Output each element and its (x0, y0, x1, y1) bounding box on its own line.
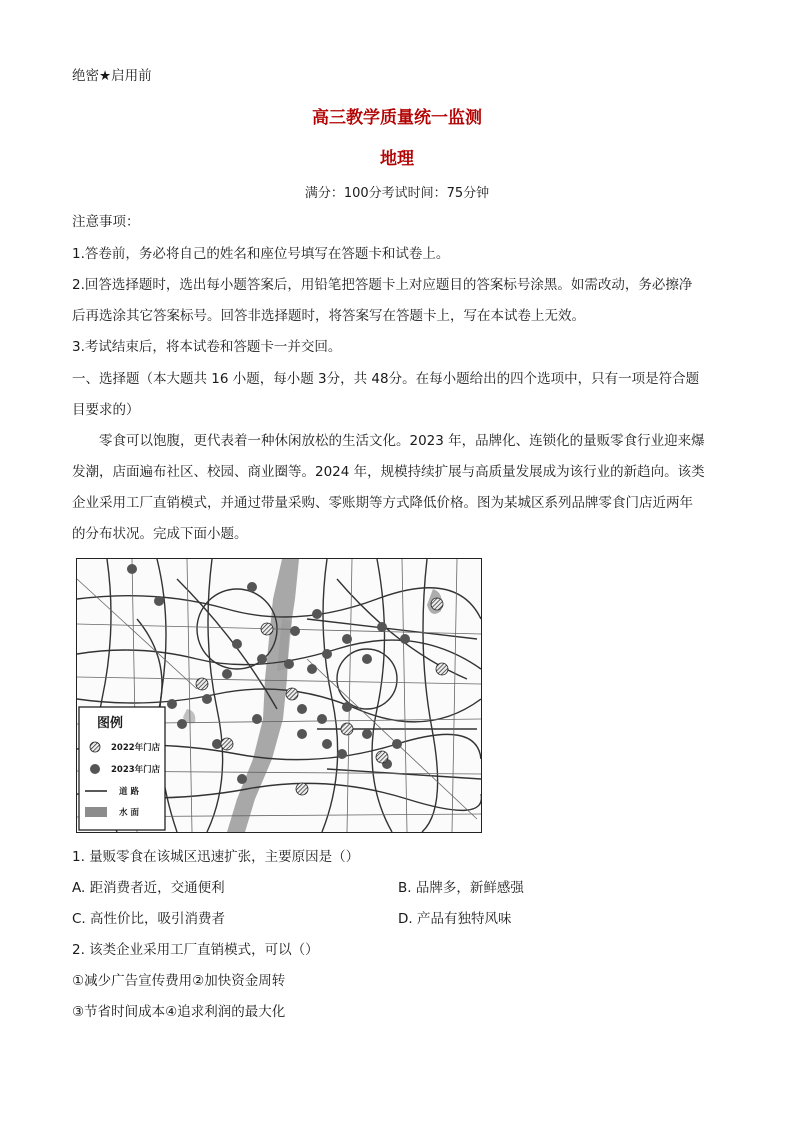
note-3: 3.考试结束后，将本试卷和答题卡一并交回。 (72, 339, 342, 355)
question-2-statements-2: ③节省时间成本④追求利润的最大化 (72, 1004, 286, 1020)
legend-2023-label: 2023年门店 (111, 765, 161, 775)
note-2-line-1: 2.回答选择题时，选出每小题答案后，用铅笔把答题卡上对应题目的答案标号涂黑。如需改动，务必擦净 (72, 277, 693, 293)
question-1-option-b[interactable]: B. 品牌多，新鲜感强 (398, 880, 524, 896)
note-1: 1.答卷前，务必将自己的姓名和座位号填写在答题卡和试卷上。 (72, 246, 450, 262)
passage-line-4: 的分布状况。完成下面小题。 (72, 526, 248, 542)
question-2-statements-1: ①减少广告宣传费用②加快资金周转 (72, 973, 286, 989)
legend-road-label: 道 路 (119, 787, 139, 797)
question-1-option-d[interactable]: D. 产品有独特风味 (398, 911, 512, 927)
legend-2022-label: 2022年门店 (111, 743, 161, 753)
section-heading-line-2: 目要求的） (72, 402, 140, 418)
subject-title: 地理 (380, 149, 414, 169)
passage-line-3: 企业采用工厂直销模式，并通过带量采购、零账期等方式降低价格。图为某城区系列品牌零食门店近两年 (72, 495, 693, 511)
question-1-stem: 1. 量贩零食在该城区迅速扩张，主要原因是（） (72, 849, 360, 865)
passage-line-2: 发潮，店面遍布社区、校园、商业圈等。2024 年，规模持续扩展与高质量发展成为该行业的新趋向。该类 (72, 464, 705, 480)
legend-title: 图例 (97, 716, 124, 731)
score-time-info: 满分：100分考试时间：75分钟 (304, 186, 490, 201)
notes-heading: 注意事项： (72, 214, 140, 230)
section-heading-line-1: 一、选择题（本大题共 16 小题，每小题 3分，共 48分。在每小题给出的四个选项中，只有一项是符合题 (72, 371, 700, 387)
question-1-option-c[interactable]: C. 高性价比，吸引消费者 (72, 911, 226, 927)
note-2-line-2: 后再选涂其它答案标号。回答非选择题时，将答案写在答题卡上，写在本试卷上无效。 (72, 308, 585, 324)
question-2-stem: 2. 该类企业采用工厂直销模式，可以（） (72, 942, 319, 958)
legend-water-label: 水 面 (119, 808, 139, 818)
question-1-option-a[interactable]: A. 距消费者近，交通便利 (72, 880, 225, 896)
confidential-label: 绝密★启用前 (72, 68, 152, 84)
passage-line-1: 零食可以饱腹，更代表着一种休闲放松的生活文化。2023 年，品牌化、连锁化的量贩零食行业迎来爆 (99, 433, 705, 449)
store-distribution-map (76, 558, 482, 833)
exam-title: 高三教学质量统一监测 (312, 108, 482, 128)
